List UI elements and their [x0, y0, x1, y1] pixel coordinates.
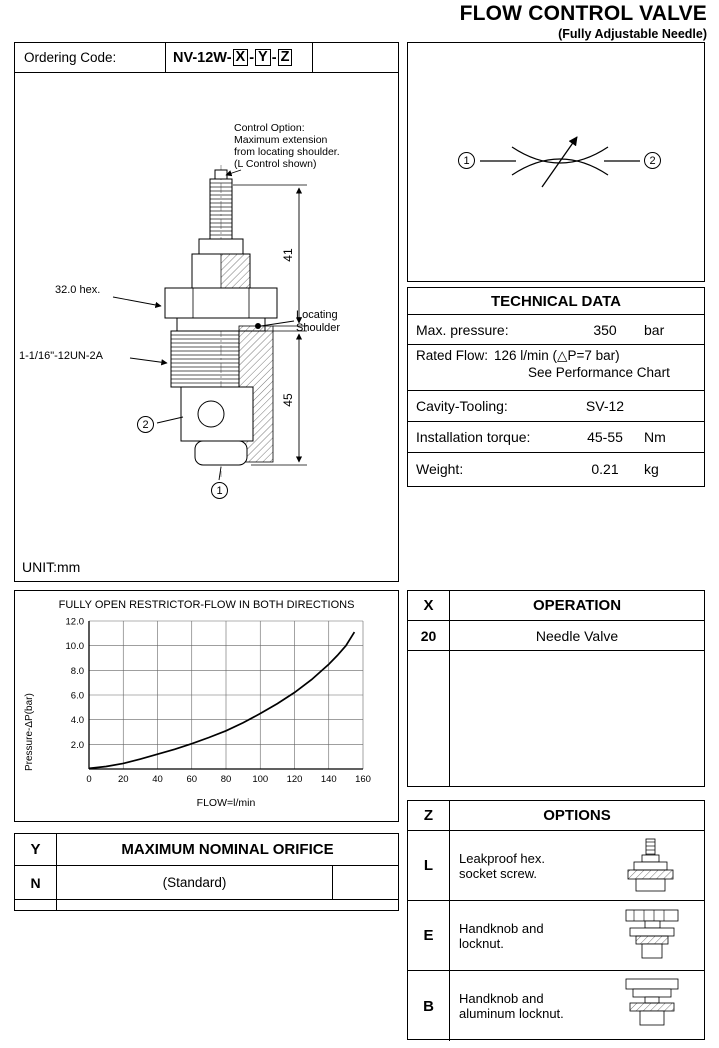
operation-empty-area: [408, 651, 704, 786]
ordering-code-x: X: [233, 49, 249, 66]
tech-row-torque: [408, 422, 704, 453]
max-pressure-unit: bar: [644, 321, 665, 338]
technical-data-panel: [407, 287, 705, 487]
orifice-row-empty-cell: [332, 866, 398, 899]
option-l-line1: Leakproof hex.: [459, 850, 546, 866]
option-b-sketch: [600, 976, 700, 1036]
control-option-note: [234, 122, 366, 170]
port-1-marker: 1: [211, 482, 228, 499]
tech-row-max-pressure: [408, 315, 704, 345]
svg-text:100: 100: [252, 774, 269, 785]
control-option-note-line1: Control Option:: [234, 122, 305, 134]
ordering-code-row: [15, 43, 398, 73]
option-b-drawing: [595, 971, 704, 1041]
svg-text:6.0: 6.0: [70, 690, 84, 702]
ordering-drawing-panel: [14, 42, 399, 582]
weight-label: Weight:: [416, 460, 464, 477]
orifice-row-label: (Standard): [162, 875, 227, 890]
page-title: FLOW CONTROL VALVE: [459, 2, 707, 25]
tech-row-cavity: [408, 391, 704, 422]
performance-chart-panel: [14, 590, 399, 822]
tech-row-weight: [408, 453, 704, 484]
needle-valve-symbol: [480, 137, 640, 187]
torque-value: 45-55: [587, 429, 623, 445]
option-b-description: [450, 971, 595, 1041]
option-b-code: B: [408, 971, 450, 1041]
svg-text:60: 60: [186, 774, 198, 785]
symbol-port-2-marker: 2: [644, 152, 661, 169]
option-row-e: [408, 901, 704, 971]
option-row-b: [408, 971, 704, 1041]
option-b-line1: Handknob and: [459, 991, 544, 1006]
technical-data-title: TECHNICAL DATA: [408, 288, 704, 315]
tech-row-rated-flow: [408, 345, 704, 391]
option-row-l: [408, 831, 704, 901]
locating-shoulder-line1: Locating: [296, 309, 338, 321]
svg-text:0: 0: [86, 774, 92, 785]
options-panel: [407, 800, 705, 1040]
torque-unit: Nm: [644, 429, 666, 445]
svg-text:2.0: 2.0: [70, 739, 84, 751]
performance-chart-plot: [15, 613, 398, 795]
option-e-drawing: [595, 901, 704, 970]
max-pressure-label: Max. pressure:: [416, 321, 509, 338]
svg-text:160: 160: [355, 774, 371, 785]
control-option-note-line2: Maximum extension: [234, 134, 328, 146]
options-table: [408, 801, 704, 1039]
orifice-panel: [14, 833, 399, 911]
dim-41-label: 41: [281, 248, 295, 262]
orifice-title: MAXIMUM NOMINAL ORIFICE: [121, 841, 334, 858]
operation-table: [408, 591, 704, 786]
options-header: [408, 801, 704, 831]
option-e-code: E: [408, 901, 450, 970]
valve-lower-body: [181, 387, 253, 465]
unit-label: UNIT:mm: [22, 559, 81, 575]
port-2-marker: 2: [137, 416, 154, 433]
operation-empty-code-cell: [408, 651, 450, 786]
rated-flow-value: 126 l/min (△P=7 bar): [494, 348, 620, 363]
option-l-description: [450, 831, 595, 900]
dim-45-label: 45: [281, 393, 295, 407]
option-l-code: L: [408, 831, 450, 900]
svg-text:8.0: 8.0: [70, 665, 84, 677]
options-col-code: Z: [408, 801, 450, 830]
hex-size-label: 32.0 hex.: [55, 284, 101, 296]
operation-row-code: 20: [408, 621, 450, 650]
svg-text:120: 120: [286, 774, 303, 785]
svg-text:40: 40: [152, 774, 163, 785]
operation-row-label: Needle Valve: [535, 627, 619, 644]
options-title: OPTIONS: [543, 807, 611, 824]
locating-shoulder-line2: Shoulder: [296, 321, 341, 334]
symbol-port-1-marker: 1: [458, 152, 475, 169]
operation-panel: [407, 590, 705, 787]
orifice-header: [15, 834, 398, 866]
control-option-note-line4: (L Control shown): [234, 158, 317, 170]
thread-spec-label: 1-1/16"-12UN-2A: [19, 350, 103, 362]
weight-unit: kg: [644, 460, 659, 477]
option-e-line2: locknut.: [459, 935, 504, 951]
locating-shoulder-dot: [255, 323, 261, 329]
page-subtitle: (Fully Adjustable Needle): [558, 27, 707, 41]
orifice-empty-cell: [57, 900, 398, 910]
option-b-line2: aluminum locknut.: [459, 1006, 564, 1021]
orifice-table: [15, 834, 398, 910]
doc-header: [460, 2, 707, 41]
hydraulic-symbol-panel: [407, 42, 705, 282]
option-e-sketch: [600, 906, 700, 966]
svg-text:10.0: 10.0: [65, 641, 84, 653]
ordering-code-label: Ordering Code:: [15, 43, 166, 72]
ordering-code-sep1: -: [249, 49, 255, 66]
option-e-description: [450, 901, 595, 970]
weight-value: 0.21: [591, 460, 619, 477]
rated-flow-note: See Performance Chart: [528, 365, 670, 380]
adjust-screw: [199, 170, 243, 254]
svg-text:80: 80: [220, 774, 232, 785]
option-e-line1: Handknob and: [459, 920, 544, 936]
valve-drawing: [15, 73, 400, 553]
operation-col-code: X: [408, 591, 450, 620]
svg-text:140: 140: [320, 774, 337, 785]
chart-x-axis-label: FLOW=l/min: [196, 797, 256, 809]
option-l-line2: socket screw.: [459, 865, 538, 881]
operation-title: OPERATION: [532, 597, 622, 614]
orifice-empty-code-cell: [15, 900, 57, 910]
cavity-value: SV-12: [585, 398, 625, 414]
rated-flow-label: Rated Flow:: [416, 348, 489, 363]
mounting-thread: [171, 331, 239, 387]
orifice-col-code: Y: [15, 834, 57, 865]
operation-empty-cell: [450, 651, 704, 786]
ordering-code-sep2: -: [271, 49, 277, 66]
valve-upper-body: [192, 254, 250, 288]
ordering-code-prefix: NV-12W-: [173, 49, 232, 66]
ordering-code-z: Z: [278, 49, 293, 66]
svg-text:20: 20: [117, 774, 129, 785]
orifice-row: [15, 866, 398, 900]
option-l-drawing: [595, 831, 704, 900]
max-pressure-value: 350: [593, 321, 617, 338]
orifice-empty-area: [15, 900, 398, 910]
ordering-code-y: Y: [255, 49, 271, 66]
orifice-row-code: N: [15, 866, 57, 899]
torque-label: Installation torque:: [416, 429, 531, 445]
operation-row: [408, 621, 704, 651]
chart-title: FULLY OPEN RESTRICTOR-FLOW IN BOTH DIRECTIONS: [58, 599, 355, 611]
option-l-sketch: [600, 836, 700, 896]
control-option-note-line3: from locating shoulder.: [234, 146, 340, 158]
chart-y-axis-label: Pressure-ΔP(bar): [24, 693, 35, 771]
locating-shoulder-label: [296, 309, 340, 334]
svg-text:12.0: 12.0: [65, 616, 84, 628]
ordering-code-value: [166, 43, 313, 72]
svg-text:4.0: 4.0: [70, 715, 84, 727]
operation-header: [408, 591, 704, 621]
cavity-label: Cavity-Tooling:: [416, 398, 508, 414]
